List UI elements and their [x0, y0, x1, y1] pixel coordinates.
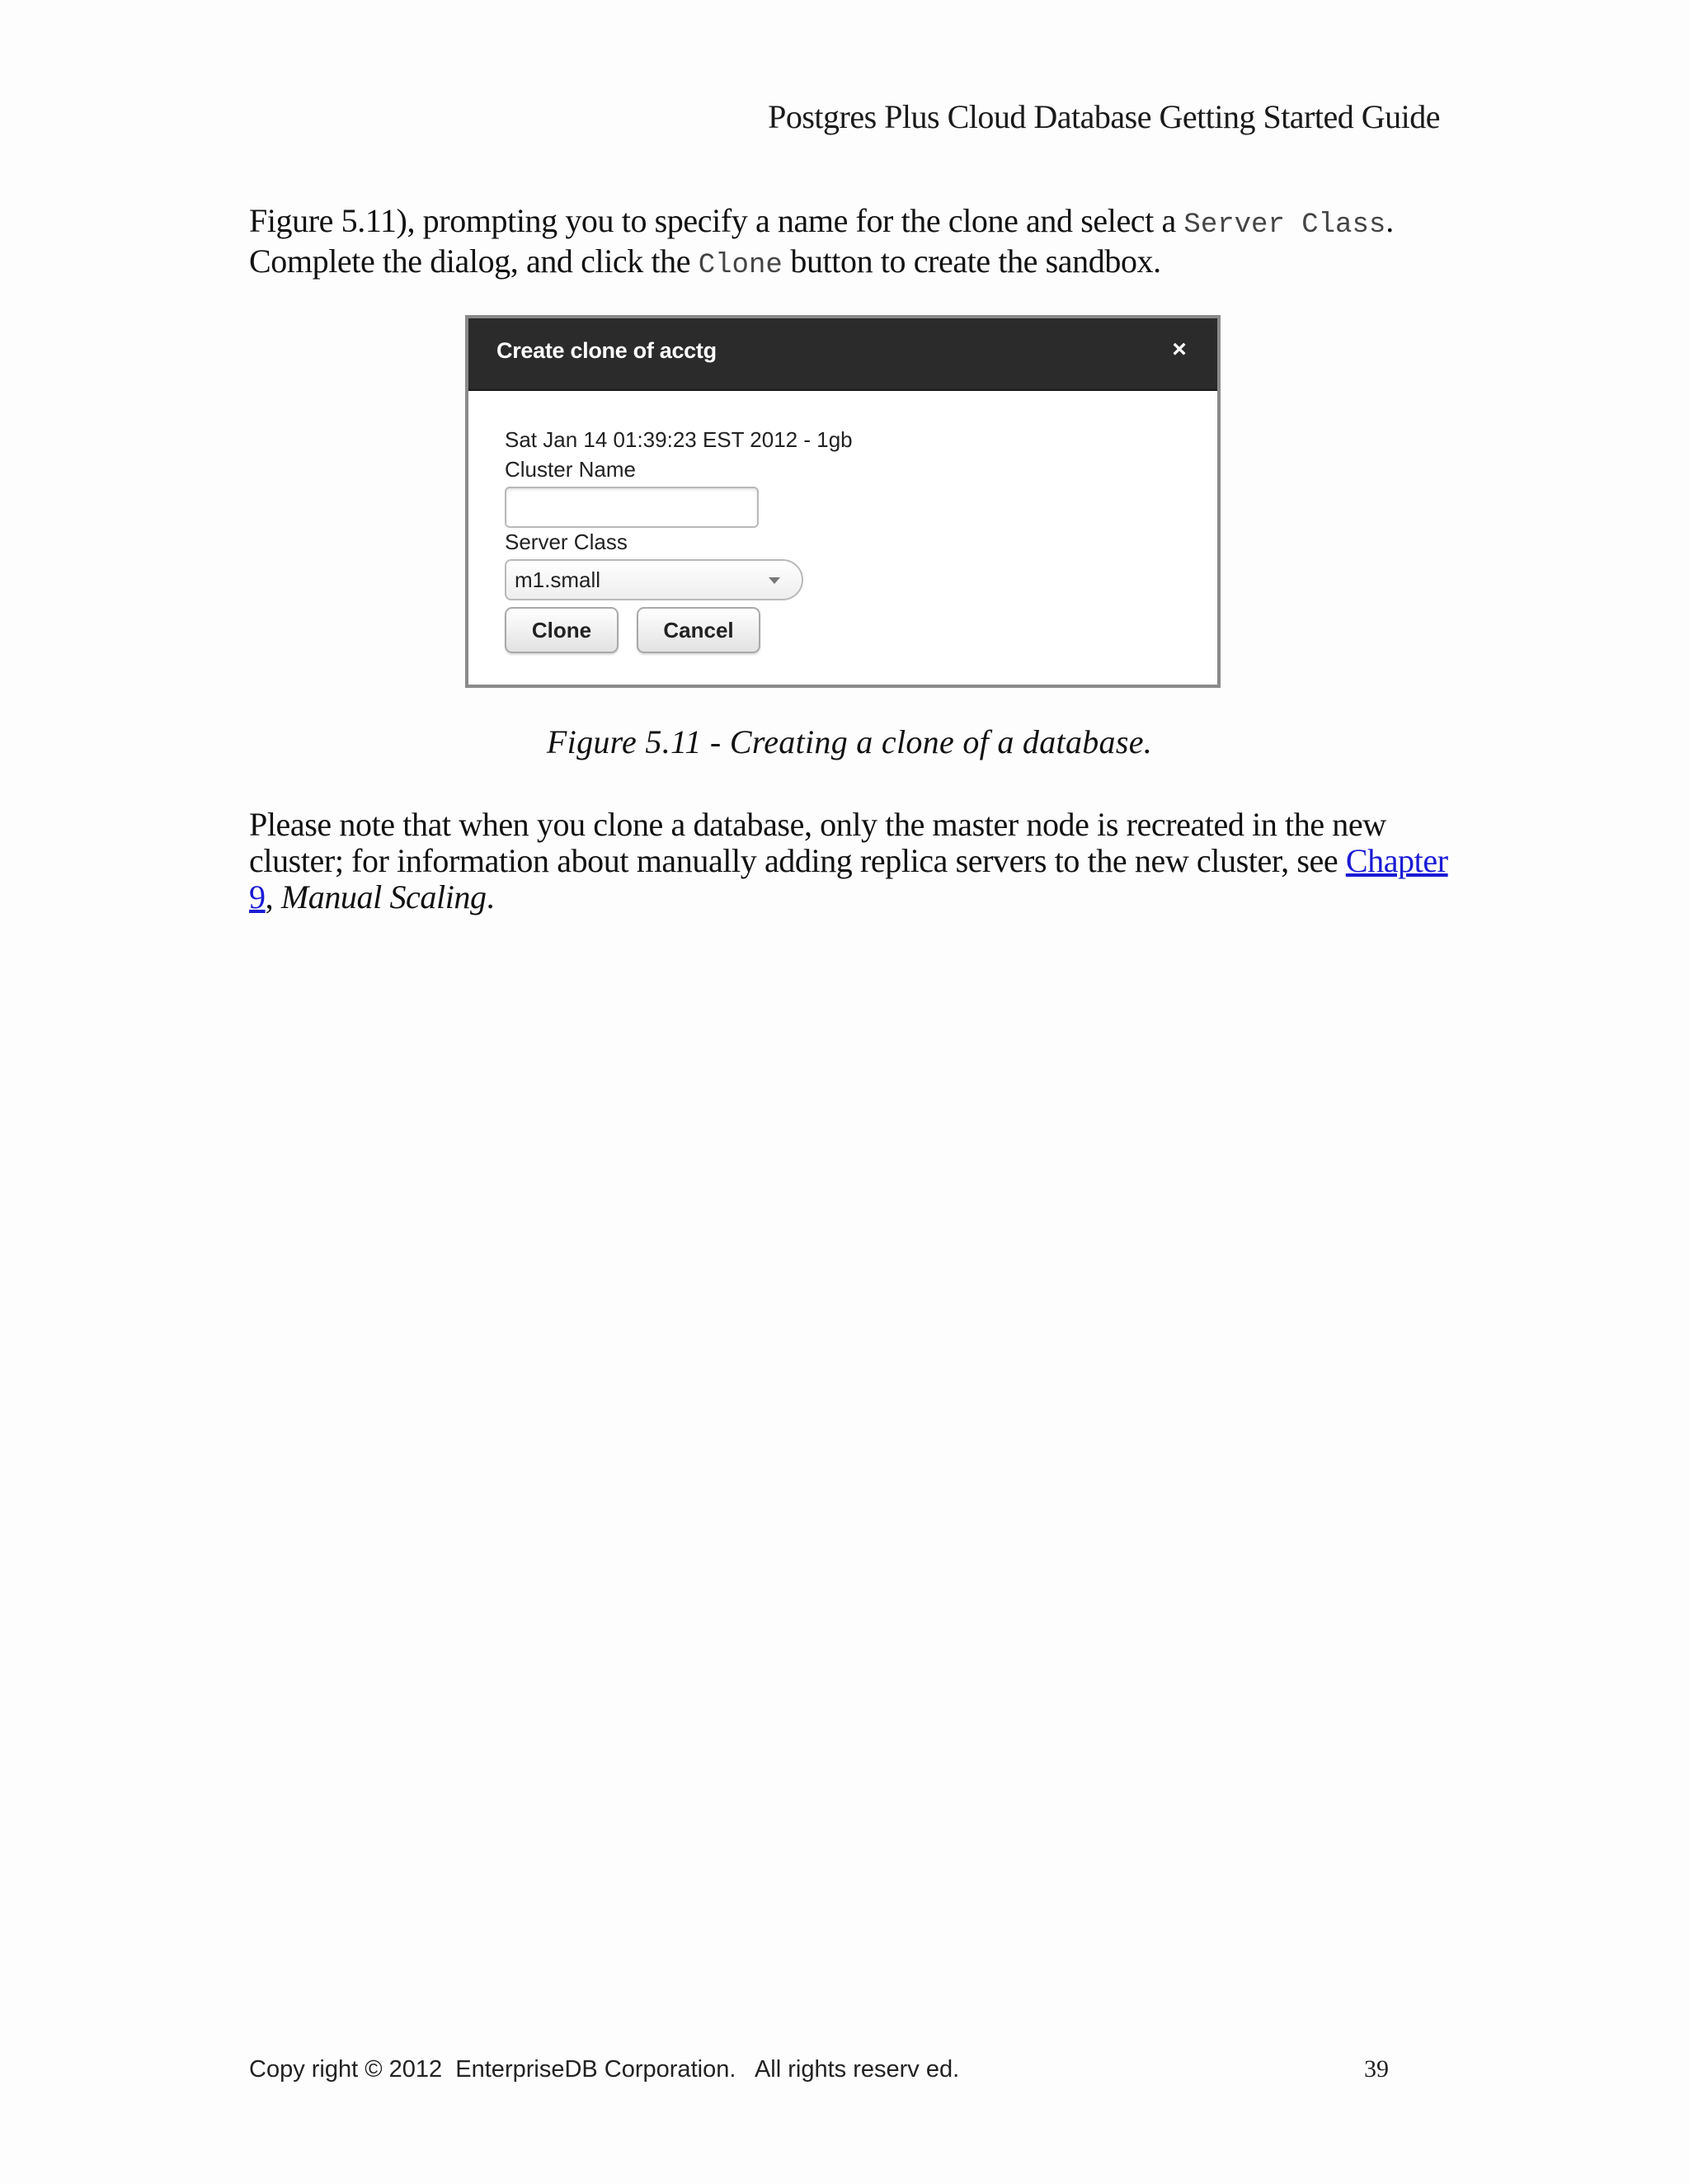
chapter-link[interactable]: Chapter 9 — [249, 842, 1448, 915]
intro-text-a: Figure 5.11), prompting you to specify a name for the clone and select a — [249, 202, 1184, 239]
footer-copyright: Copy right © 2012 EnterpriseDB Corporation. All rights reserv ed. — [249, 2056, 960, 2083]
note-text-c: . — [486, 878, 495, 915]
intro-text-c: button to create the sandbox. — [782, 242, 1161, 280]
server-class-label: Server Class — [505, 530, 628, 554]
dialog-titlebar — [468, 318, 1217, 391]
note-text-a: Please note that when you clone a database, only the master node is recreated in the new cluster; for information about manually adding replica servers to the new cluster, see — [249, 806, 1386, 879]
dialog-title: Create clone of acctg — [496, 338, 717, 363]
cluster-name-label: Cluster Name — [505, 457, 636, 482]
note-paragraph — [249, 807, 1453, 915]
intro-text-b: . Complete the dialog, and click the — [249, 202, 1394, 280]
page-number: 39 — [1364, 2055, 1389, 2083]
note-text-b: , — [265, 878, 281, 915]
cluster-name-input[interactable] — [505, 487, 759, 528]
chevron-down-icon — [769, 577, 780, 584]
server-class-select[interactable] — [505, 559, 803, 600]
cancel-button[interactable]: Cancel — [637, 607, 760, 653]
clone-button[interactable]: Clone — [505, 607, 619, 653]
page-header-title: Postgres Plus Cloud Database Getting Started Guide — [768, 98, 1440, 135]
manual-scaling-title: Manual Scaling — [280, 878, 487, 915]
snapshot-label: Sat Jan 14 01:39:23 EST 2012 - 1gb — [505, 427, 853, 452]
server-class-value: m1.small — [515, 567, 601, 592]
create-clone-dialog — [465, 315, 1221, 688]
clone-code: Clone — [698, 250, 783, 281]
figure-caption: Figure 5.11 - Creating a clone of a database. — [546, 723, 1153, 760]
intro-paragraph — [249, 203, 1453, 284]
close-icon[interactable]: × — [1172, 336, 1187, 363]
server-class-code: Server Class — [1183, 209, 1386, 241]
